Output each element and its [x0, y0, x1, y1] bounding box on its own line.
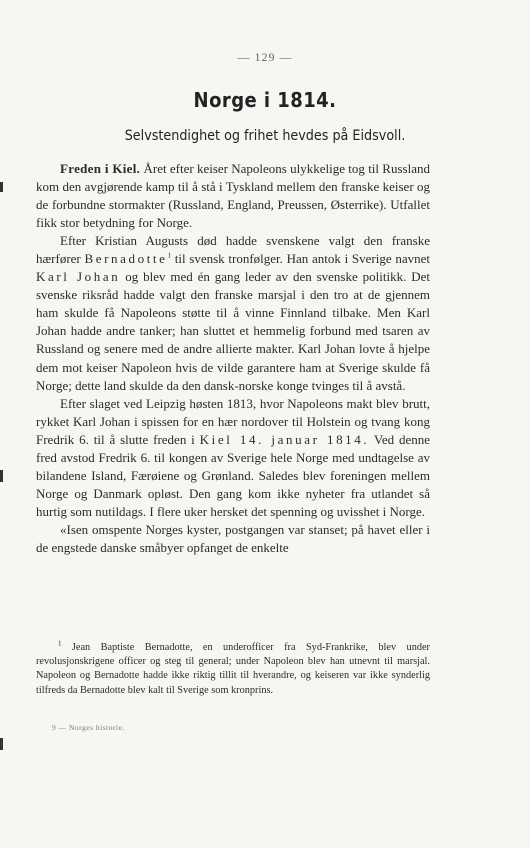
footnote-paragraph [36, 641, 430, 698]
chapter-title: Norge i 1814. [193, 88, 337, 112]
section-subtitle: Selvstendighet og frihet hevdes på Eidsvoll. [124, 128, 406, 144]
footnote-reference: 1 [167, 251, 172, 260]
footnote [36, 641, 430, 698]
page-edge-mark [0, 470, 3, 482]
paragraph [36, 521, 430, 557]
paragraph [36, 395, 430, 521]
paragraph-text: Ved denne fred avstod Fredrik 6. til kongen av Sverige hele Norge med undtagelse av bilandene Island, Færøiene og Grønland. Saledes blev foreningen mellem Norge og Danmark opløst. Den gang kom ikke nyheter fra utlandet så hurtig som nutildags. I flere uker hersket det spenning og uvisshet i Norge. [36, 431, 430, 519]
spaced-name: Karl Johan [36, 269, 121, 285]
paragraph-text: til svensk tronfølger. Han antok i Sverige navnet [171, 251, 430, 267]
paragraph-text: Året efter keiser Napoleons ulykkelige tog til Russland kom den avgjørende kamp til å stå i Tyskland mellem den franske keiser og de forbundne stormakter (Russland, England, Preussen, Østerrike). Utfallet fikk stor betydning for Norge. [36, 161, 430, 231]
paragraph-lead: Freden i Kiel. [60, 161, 141, 176]
body-text [36, 160, 430, 557]
footnote-mark: 1 [58, 639, 62, 648]
footnote-text: Jean Baptiste Bernadotte, en underofficer fra Syd-Frankrike, blev under revolusjonskrigene officer og steg til general; under Napoleon blev han utnevnt til marsjal. Napoleon og Bernadotte hadde ikke riktig tillit til hverandre, og keiseren var ikke synderlig tilfreds da Bernadotte blev kalt til Sverige som kronprins. [36, 642, 430, 696]
paragraph-text: Efter Kristian Augusts død hadde svenskene valgt den franske hærfører [36, 233, 430, 267]
page-edge-mark [0, 738, 3, 750]
signature-line: 9 — Norges historie. [52, 723, 125, 732]
page-edge-mark [0, 182, 3, 192]
paragraph-text: og blev med én gang leder av den svenske politikk. Det svenske riksråd hadde valgt den franske marsjal i den tro at de gjennem ham skulde få Napoleons støtte til å vinne Finnland tilbake. Men Karl Johan hadde andre tanker; han sluttet et hemmelig forbund med tsaren av Russland og senere med de andre allierte makter. Karl Johan lovte å hjelpe dem mot keiser Napoleon hvis de vilde garantere ham at Sverige skulde få Norge; dette land skulde da den dansk-norske konge tvinges til å avstå. [36, 269, 430, 393]
spaced-date: Kiel 14. januar 1814. [199, 431, 370, 447]
spaced-name: Bernadotte [84, 251, 168, 267]
page-number: — 129 — [237, 50, 293, 64]
paragraph [36, 232, 430, 394]
paragraph [36, 160, 430, 232]
paragraph-text: «Isen omspente Norges kyster, postgangen var stanset; på havet eller i de engstede danske småbyer opfanget de enkelte [36, 521, 430, 555]
paragraph-text: Efter slaget ved Leipzig høsten 1813, hvor Napoleons makt blev brutt, rykket Karl Johan i spissen for en hær nordover til Holstein og tvang kong Fredrik 6. til å slutte freden i [36, 395, 430, 447]
